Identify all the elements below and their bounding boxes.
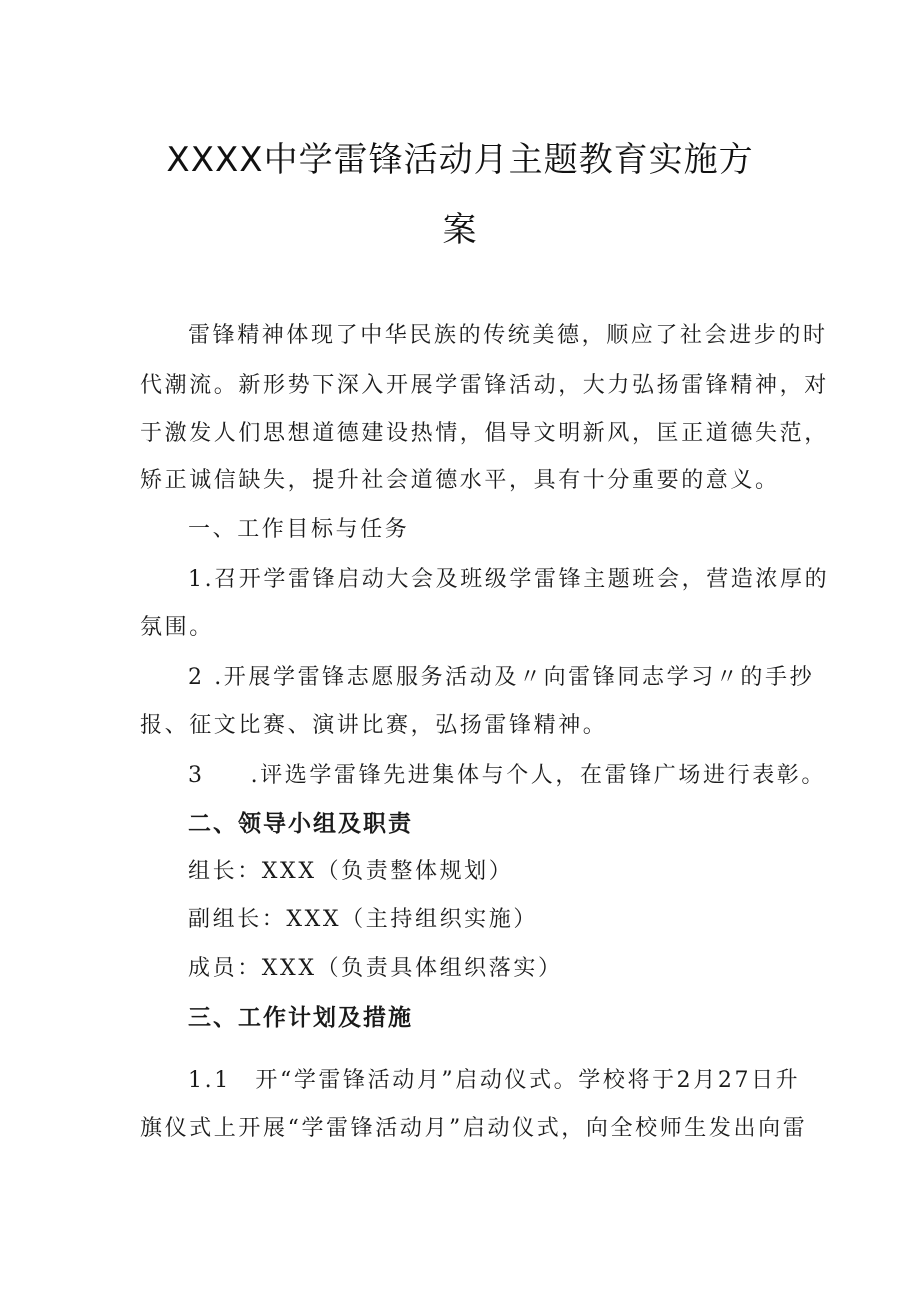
section-1-item-2-line-2: 报、征文比赛、演讲比赛，弘扬雷锋精神。 [140, 713, 608, 738]
document-title-line-2: 案 [442, 210, 478, 250]
document-title-line-1: XXXX中学雷锋活动月主题教育实施方 [166, 140, 754, 180]
section-1-item-1-line-2: 氛围。 [140, 615, 214, 640]
intro-paragraph-line-4: 矫正诚信缺失，提升社会道德水平，具有十分重要的意义。 [140, 468, 780, 493]
intro-paragraph-line-1: 雷锋精神体现了中华民族的传统美德，顺应了社会进步的时 [188, 323, 828, 348]
members-line: 成员：XXX（负责具体组织落实） [188, 956, 563, 981]
section-1-item-3-text: .评选学雷锋先进集体与个人，在雷锋广场进行表彰。 [250, 763, 827, 788]
section-3-item-1-line-1: 1.1 开“学雷锋活动月”启动仪式。学校将于2月27日升 [188, 1068, 801, 1093]
section-1-item-1-line-1: 1.召开学雷锋启动大会及班级学雷锋主题班会，营造浓厚的 [188, 567, 830, 592]
deputy-leader-line: 副组长：XXX（主持组织实施） [188, 907, 538, 932]
leader-line: 组长：XXX（负责整体规划） [188, 859, 514, 884]
section-1-heading: 一、工作目标与任务 [188, 517, 410, 542]
section-1-item-3-number: 3 [188, 763, 205, 788]
intro-paragraph-line-2: 代潮流。新形势下深入开展学雷锋活动，大力弘扬雷锋精神，对 [140, 373, 829, 398]
section-3-item-1-line-2: 旗仪式上开展“学雷锋活动月”启动仪式，向全校师生发出向雷 [140, 1116, 808, 1141]
section-3-heading: 三、工作计划及措施 [188, 1005, 413, 1031]
section-2-heading: 二、领导小组及职责 [188, 811, 413, 837]
section-1-item-3 [188, 758, 838, 789]
section-1-item-2-line-1: 2 .开展学雷锋志愿服务活动及〃向雷锋同志学习〃的手抄 [188, 665, 815, 690]
intro-paragraph-line-3: 于激发人们思想道德建设热情，倡导文明新风，匡正道德失范， [140, 421, 829, 446]
